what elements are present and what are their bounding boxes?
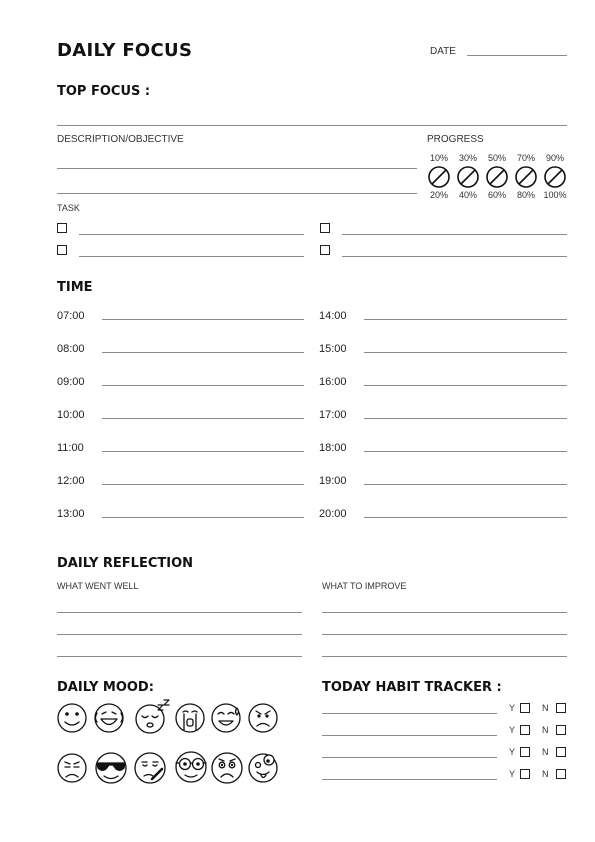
habit-line[interactable] bbox=[322, 757, 497, 758]
habit-line[interactable] bbox=[322, 713, 497, 714]
sunglasses-face-icon[interactable] bbox=[96, 753, 126, 783]
laughing-tears-face-icon[interactable] bbox=[95, 704, 123, 732]
habit-line[interactable] bbox=[322, 735, 497, 736]
time-label: 12:00 bbox=[57, 475, 85, 487]
description-label: DESCRIPTION/OBJECTIVE bbox=[57, 134, 184, 145]
sleeping-face-icon[interactable] bbox=[136, 700, 169, 733]
progress-top-label: 90% bbox=[545, 153, 564, 163]
habit-no-label: N bbox=[542, 747, 549, 757]
progress-top-label: 70% bbox=[516, 153, 535, 163]
went-well-label: WHAT WENT WELL bbox=[57, 581, 139, 591]
task-label: TASK bbox=[57, 203, 80, 213]
crying-face-icon[interactable] bbox=[176, 704, 204, 732]
time-label: 11:00 bbox=[57, 442, 84, 454]
time-label: 14:00 bbox=[319, 310, 347, 322]
time-label: 13:00 bbox=[57, 508, 85, 520]
time-label: 17:00 bbox=[319, 409, 347, 421]
time-label: 09:00 bbox=[57, 376, 85, 388]
improve-label: WHAT TO IMPROVE bbox=[322, 581, 407, 591]
crazy-face-icon[interactable] bbox=[249, 754, 277, 782]
top-focus-label: TOP FOCUS : bbox=[57, 84, 151, 99]
habit-yes-checkbox[interactable] bbox=[520, 725, 530, 735]
time-label: 18:00 bbox=[319, 442, 347, 454]
habit-no-label: N bbox=[542, 725, 549, 735]
habit-yes-label: Y bbox=[509, 703, 516, 713]
habit-yes-label: Y bbox=[509, 769, 516, 779]
habit-yes-checkbox[interactable] bbox=[520, 703, 530, 713]
habit-yes-label: Y bbox=[509, 747, 516, 757]
habit-yes-checkbox[interactable] bbox=[520, 769, 530, 779]
sweat-smile-face-icon[interactable] bbox=[212, 704, 240, 732]
progress-bottom-label: 40% bbox=[458, 190, 477, 200]
habit-no-checkbox[interactable] bbox=[556, 725, 566, 735]
progress-bottom-label: 20% bbox=[429, 190, 448, 200]
page-title: DAILY FOCUS bbox=[57, 40, 193, 61]
date-label: DATE bbox=[430, 46, 456, 57]
smiling-face-icon[interactable] bbox=[58, 704, 86, 732]
habit-no-label: N bbox=[542, 769, 549, 779]
unamused-face-icon[interactable] bbox=[58, 754, 86, 782]
habit-no-label: N bbox=[542, 703, 549, 713]
time-section-title: TIME bbox=[57, 280, 93, 295]
reflection-title: DAILY REFLECTION bbox=[57, 556, 193, 571]
habit-line[interactable] bbox=[322, 779, 497, 780]
habit-no-checkbox[interactable] bbox=[556, 703, 566, 713]
habit-yes-checkbox[interactable] bbox=[520, 747, 530, 757]
nerd-glasses-face-icon[interactable] bbox=[176, 752, 206, 782]
time-label: 10:00 bbox=[57, 409, 85, 421]
progress-bottom-label: 100% bbox=[543, 190, 567, 200]
worried-face-icon[interactable] bbox=[212, 753, 242, 783]
progress-bottom-label: 80% bbox=[516, 190, 535, 200]
progress-top-label: 30% bbox=[458, 153, 477, 163]
progress-label: PROGRESS bbox=[427, 134, 484, 145]
mood-title: DAILY MOOD: bbox=[57, 680, 154, 695]
time-label: 16:00 bbox=[319, 376, 347, 388]
progress-top-label: 50% bbox=[487, 153, 506, 163]
habit-yes-label: Y bbox=[509, 725, 516, 735]
progress-bottom-label: 60% bbox=[487, 190, 506, 200]
habit-tracker-title: TODAY HABIT TRACKER : bbox=[322, 680, 502, 695]
progress-top-label: 10% bbox=[429, 153, 448, 163]
habit-no-checkbox[interactable] bbox=[556, 769, 566, 779]
thermometer-sick-face-icon[interactable] bbox=[135, 753, 165, 783]
time-label: 19:00 bbox=[319, 475, 347, 487]
angry-face-icon[interactable] bbox=[249, 704, 277, 732]
time-label: 15:00 bbox=[319, 343, 347, 355]
time-label: 20:00 bbox=[319, 508, 347, 520]
habit-no-checkbox[interactable] bbox=[556, 747, 566, 757]
time-label: 07:00 bbox=[57, 310, 85, 322]
time-label: 08:00 bbox=[57, 343, 85, 355]
